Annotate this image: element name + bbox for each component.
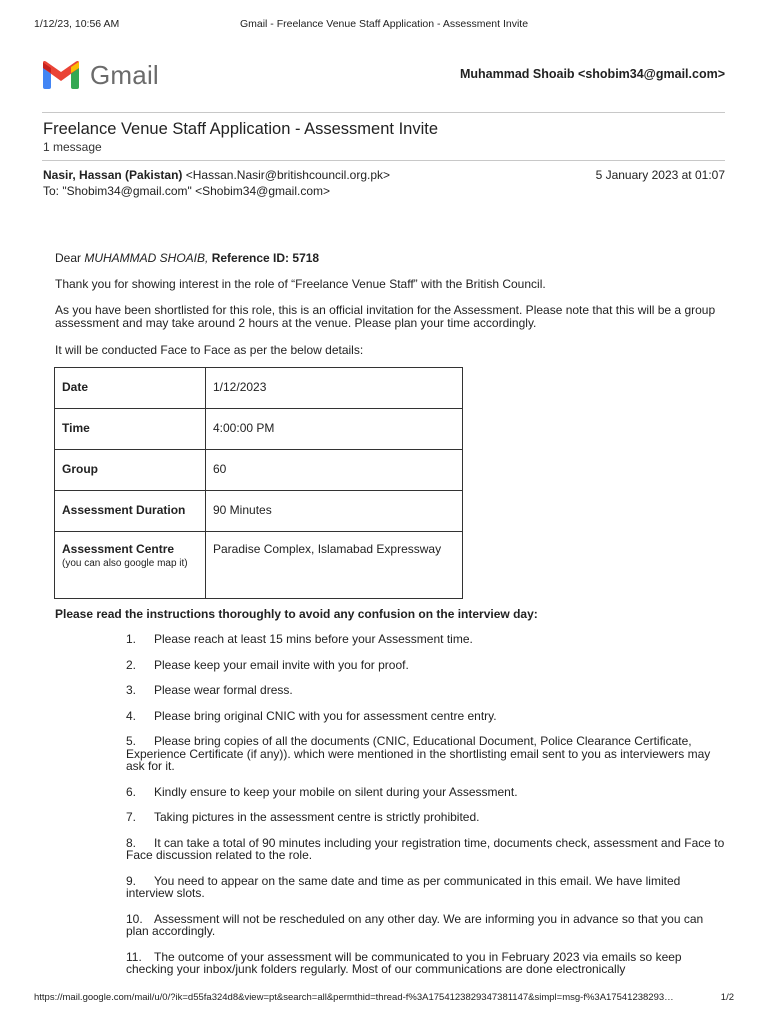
message-count: 1 message (43, 140, 102, 154)
item-number: 11. (126, 949, 142, 964)
item-text: Taking pictures in the assessment centre is strictly prohibited. (154, 810, 480, 824)
greeting (55, 251, 319, 265)
gmail-wordmark: Gmail (90, 59, 159, 90)
paragraph-invitation: As you have been shortlisted for this role, this is an official invitation for the Assessment. Please note that this will be a group assessment and may take around 2 hours at the venue. Please plan your time accordingly. (55, 303, 716, 330)
page-url: https://mail.google.com/mail/u/0/?ik=d55fa324d8&view=pt&search=all&permthid=thread-f%3A1754123829347381147&simpl=msg-f%3A17541238293… (34, 992, 674, 1003)
print-footer (34, 992, 734, 1004)
item-text: Please keep your email invite with you for proof. (154, 657, 409, 672)
print-datetime: 1/12/23, 10:56 AM (34, 18, 120, 30)
item-number: 5. (126, 734, 137, 748)
list-item (126, 633, 726, 646)
paragraph-details-intro: It will be conducted Face to Face as per the below details: (55, 343, 364, 357)
item-number: 3. (126, 683, 137, 697)
page-number: 1/2 (720, 992, 734, 1003)
sender (43, 168, 390, 182)
table-row (55, 450, 463, 491)
list-item (126, 659, 726, 672)
gmail-logo-icon (42, 60, 80, 90)
divider (42, 112, 725, 113)
item-number: 4. (126, 708, 137, 723)
table-row (55, 491, 463, 532)
time-label: Time (55, 409, 206, 450)
recipient-name: MUHAMMAD SHOAIB, (84, 251, 209, 265)
duration-value: 90 Minutes (206, 491, 463, 532)
item-number: 1. (126, 632, 137, 646)
item-number: 8. (126, 835, 137, 850)
item-number: 10. (126, 911, 143, 926)
list-item (126, 786, 726, 799)
list-item (126, 811, 726, 824)
recipient-line: To: "Shobim34@gmail.com" <Shobim34@gmail.com> (43, 184, 331, 198)
centre-note: (you can also google map it) (62, 558, 188, 569)
date-value: 1/12/2023 (206, 368, 463, 409)
item-text: It can take a total of 90 minutes including your registration time, documents check, assessment and Face to Face discussion related to the role. (126, 835, 725, 862)
list-item (126, 735, 726, 773)
paragraph-interest: Thank you for showing interest in the role of “Freelance Venue Staff” with the British Council. (55, 277, 546, 291)
instructions-list (126, 633, 726, 976)
item-text: Please bring original CNIC with you for assessment centre entry. (154, 708, 497, 723)
list-item (126, 875, 726, 900)
table-row (55, 368, 463, 409)
account-identity: Muhammad Shoaib <shobim34@gmail.com> (459, 67, 725, 81)
list-item (126, 710, 726, 723)
sender-name: Nasir, Hassan (Pakistan) (43, 168, 183, 182)
list-item (126, 684, 726, 697)
list-item (126, 913, 726, 938)
list-item (126, 951, 726, 976)
item-number: 6. (126, 784, 137, 799)
item-text: You need to appear on the same date and time as per communicated in this email. We have limited interview slots. (126, 873, 681, 900)
item-text: Kindly ensure to keep your mobile on silent during your Assessment. (154, 784, 518, 799)
print-header (34, 18, 734, 32)
duration-label: Assessment Duration (55, 491, 206, 532)
instructions-heading: Please read the instructions thoroughly to avoid any confusion on the interview day: (55, 607, 538, 621)
item-text: Please bring copies of all the documents (CNIC, Educational Document, Police Clearance Certificate, Experience Certificate (if any)). which were mentioned in the shortlisting email sent to you as interviewers may ask for it. (126, 734, 711, 773)
item-text: Assessment will not be rescheduled on any other day. We are informing you in advance so that you can plan accordingly. (126, 911, 704, 938)
item-text: The outcome of your assessment will be communicated to you in February 2023 via emails so keep checking your inbox/junk folders regularly. Most of our communications are done electronically (126, 949, 682, 976)
assessment-details-table (54, 367, 463, 599)
item-text: Please wear formal dress. (154, 683, 293, 697)
item-number: 7. (126, 810, 137, 824)
table-row (55, 409, 463, 450)
centre-cell (55, 532, 206, 599)
time-value: 4:00:00 PM (206, 409, 463, 450)
divider (42, 160, 725, 161)
item-number: 9. (126, 873, 137, 888)
print-title: Gmail - Freelance Venue Staff Application - Assessment Invite (239, 18, 529, 30)
table-row (55, 532, 463, 599)
thread-subject: Freelance Venue Staff Application - Assessment Invite (43, 120, 439, 138)
item-text: Please reach at least 15 mins before your Assessment time. (154, 632, 473, 646)
group-label: Group (55, 450, 206, 491)
sender-email[interactable]: <Hassan.Nasir@britishcouncil.org.pk> (185, 168, 391, 182)
gmail-brand[interactable] (42, 58, 159, 92)
date-label: Date (55, 368, 206, 409)
centre-value: Paradise Complex, Islamabad Expressway (206, 532, 463, 599)
reference-id: Reference ID: 5718 (208, 251, 320, 265)
item-number: 2. (126, 657, 137, 672)
group-value: 60 (206, 450, 463, 491)
centre-label: Assessment Centre (62, 542, 175, 556)
greeting-prefix: Dear (55, 251, 85, 265)
sent-date: 5 January 2023 at 01:07 (595, 168, 725, 182)
list-item (126, 837, 726, 862)
